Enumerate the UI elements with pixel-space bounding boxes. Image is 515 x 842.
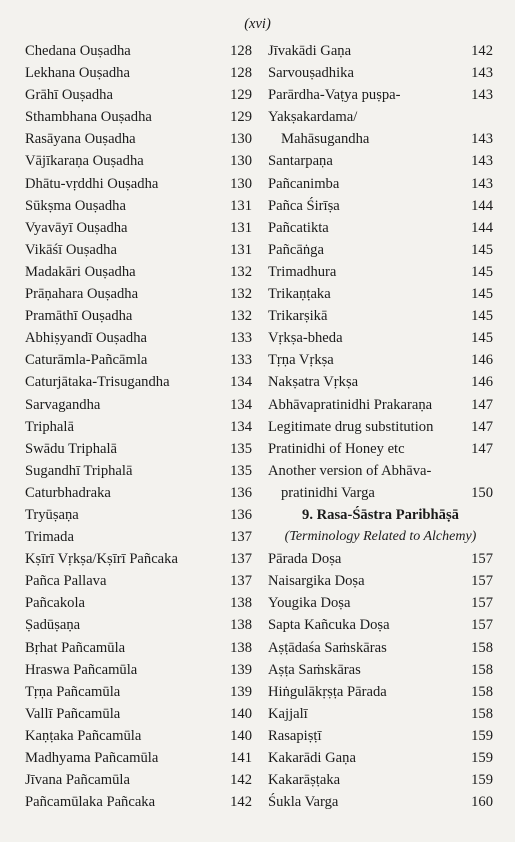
toc-entry-title: Santarpaṇa — [268, 153, 333, 170]
toc-entry — [25, 195, 252, 217]
toc-entry — [268, 305, 493, 327]
toc-entry — [268, 725, 493, 747]
toc-entry-title: Rasapiṣṭī — [268, 727, 322, 744]
toc-entry — [25, 548, 252, 570]
toc-entry-page: 158 — [471, 705, 493, 722]
toc-entry-page: 143 — [471, 175, 493, 192]
toc-entry-page: 159 — [471, 772, 493, 789]
toc-entry — [268, 62, 493, 84]
toc-entry-page: 158 — [471, 639, 493, 656]
toc-entry-title: Triphalā — [25, 418, 74, 435]
toc-entry-page: 143 — [471, 153, 493, 170]
toc-entry — [268, 349, 493, 371]
toc-left-column — [25, 40, 252, 813]
toc-entry — [25, 150, 252, 172]
toc-entry-title: Lekhana Ouṣadha — [25, 65, 130, 82]
toc-entry-title: Trikaṇṭaka — [268, 286, 331, 303]
toc-entry-title: Aṣṭādaśa Saṁskāras — [268, 639, 387, 656]
toc-entry-page: 134 — [230, 418, 252, 435]
toc-entry-title: Tṛṇa Vṛkṣa — [268, 352, 334, 369]
toc-entry — [25, 327, 252, 349]
toc-entry-page: 134 — [230, 374, 252, 391]
toc-entry — [268, 195, 493, 217]
section-heading: 9. Rasa-Śāstra Paribhāṣā — [302, 506, 459, 523]
toc-entry-title: Vikāśī Ouṣadha — [25, 241, 117, 258]
toc-entry-page: 131 — [230, 197, 252, 214]
toc-entry-page: 137 — [230, 551, 252, 568]
toc-entry-page: 128 — [230, 65, 252, 82]
toc-entry-page: 145 — [471, 286, 493, 303]
toc-entry — [268, 769, 493, 791]
toc-entry-title: Legitimate drug substitution — [268, 418, 434, 435]
toc-entry — [25, 438, 252, 460]
toc-entry-title: Kajjalī — [268, 705, 308, 722]
toc-entry — [268, 637, 493, 659]
toc-entry-page: 145 — [471, 241, 493, 258]
toc-entry-page: 142 — [230, 794, 252, 811]
toc-right-column — [268, 40, 493, 813]
toc-entry-title: Pañca Śirīṣa — [268, 197, 340, 214]
toc-entry-page: 144 — [471, 219, 493, 236]
toc-entry-page: 138 — [230, 595, 252, 612]
toc-entry-title: Pañcakola — [25, 595, 85, 612]
toc-entry — [268, 327, 493, 349]
toc-entry-title: Kaṇṭaka Pañcamūla — [25, 727, 142, 744]
toc-entry — [268, 791, 493, 813]
toc-entry — [25, 128, 252, 150]
toc-entry-page: 143 — [471, 65, 493, 82]
toc-entry — [268, 570, 493, 592]
toc-entry — [268, 261, 493, 283]
toc-entry-page: 141 — [230, 750, 252, 766]
toc-entry-title: Jīvakādi Gaṇa — [268, 43, 352, 59]
toc-entry-page: 135 — [230, 462, 252, 479]
toc-entry-page: 134 — [230, 396, 252, 413]
toc-entry-page: 140 — [230, 705, 252, 722]
section-subheading: (Terminology Related to Alchemy) — [284, 529, 477, 545]
toc-entry-page: 138 — [230, 639, 252, 656]
toc-entry-title: Rasāyana Ouṣadha — [25, 131, 136, 148]
toc-entry-page: 157 — [471, 617, 493, 634]
toc-entry-title: Pañcanimba — [268, 175, 340, 192]
toc-entry-title: Pratinidhi of Honey etc — [268, 440, 405, 457]
toc-entry-title: Parārdha-Vaṭya puṣpa- — [268, 87, 401, 104]
toc-entry-title: Caturjātaka-Trisugandha — [25, 374, 170, 391]
toc-entry-title: Sarvagandha — [25, 396, 101, 413]
toc-entry-title: Prāṇahara Ouṣadha — [25, 286, 139, 303]
toc-entry — [25, 570, 252, 592]
toc-entry-page: 130 — [230, 131, 252, 148]
toc-entry-title: Sūkṣma Ouṣadha — [25, 197, 126, 214]
toc-entry-title: Hiṅgulākṛṣṭa Pārada — [268, 683, 387, 700]
toc-entry — [25, 614, 252, 636]
toc-entry-page: 139 — [230, 661, 252, 678]
toc-entry — [268, 482, 493, 504]
toc-entry — [268, 106, 493, 128]
toc-entry-page: 158 — [471, 683, 493, 700]
toc-entry — [25, 637, 252, 659]
toc-entry-page: 132 — [230, 308, 252, 325]
toc-entry — [25, 659, 252, 681]
toc-entry — [25, 62, 252, 84]
toc-entry-page: 146 — [471, 352, 493, 369]
toc-entry — [268, 416, 493, 438]
toc-entry — [25, 283, 252, 305]
toc-entry — [268, 747, 493, 769]
toc-entry — [25, 769, 252, 791]
toc-entry — [25, 681, 252, 703]
toc-entry — [25, 725, 252, 747]
toc-entry-title: Ṣadūṣaṇa — [25, 617, 81, 634]
toc-entry-page: 137 — [230, 529, 252, 546]
toc-entry-page: 145 — [471, 263, 493, 280]
toc-entry — [268, 394, 493, 416]
toc-entry-page: 147 — [471, 396, 493, 413]
toc-entry-title: Swādu Triphalā — [25, 440, 118, 457]
toc-entry-title: Pañcatikta — [268, 219, 329, 236]
toc-entry-page: 137 — [230, 573, 252, 590]
toc-entry-page: 129 — [230, 87, 252, 104]
toc-entry-title: Kṣīrī Vṛkṣa/Kṣīrī Pañcaka — [25, 551, 178, 568]
toc-entry-page: 145 — [471, 330, 493, 347]
toc-entry-title: Tryūṣaṇa — [25, 506, 79, 523]
toc-entry-page: 142 — [230, 772, 252, 789]
toc-entry-page: 157 — [471, 573, 493, 590]
toc-entry-title: Kakarādi Gaṇa — [268, 750, 356, 766]
toc-entry-title: Sthambhana Ouṣadha — [25, 109, 152, 126]
toc-entry-page: 146 — [471, 374, 493, 391]
toc-entry-title: Pramāthī Ouṣadha — [25, 308, 133, 325]
toc-entry-page: 159 — [471, 727, 493, 744]
toc-entry-title: Pañca Pallava — [25, 573, 107, 590]
toc-entry — [268, 614, 493, 636]
toc-entry-page: 143 — [471, 87, 493, 104]
toc-entry-page: 128 — [230, 43, 252, 59]
toc-entry — [268, 659, 493, 681]
toc-entry-title: Nakṣatra Vṛkṣa — [268, 374, 359, 391]
toc-entry-title: Sapta Kañcuka Doṣa — [268, 617, 390, 634]
toc-entry-page: 159 — [471, 750, 493, 766]
toc-entry-title: Sarvouṣadhika — [268, 65, 354, 82]
toc-entry-title: Trikarṣikā — [268, 308, 328, 325]
toc-entry — [268, 371, 493, 393]
toc-entry — [268, 128, 493, 150]
toc-entry — [25, 416, 252, 438]
toc-entry-page: 145 — [471, 308, 493, 325]
toc-entry — [25, 460, 252, 482]
toc-entry-page: 131 — [230, 219, 252, 236]
toc-entry — [25, 747, 252, 769]
page-number: (xvi) — [244, 16, 271, 32]
toc-entry — [25, 84, 252, 106]
toc-entry-page: 132 — [230, 286, 252, 303]
toc-entry-page: 158 — [471, 661, 493, 678]
toc-entry — [268, 438, 493, 460]
toc-entry-page: 138 — [230, 617, 252, 634]
toc-entry-title: Yakṣakardama/ — [268, 109, 358, 126]
toc-entry-page: 130 — [230, 175, 252, 192]
toc-entry-title: Abhiṣyandī Ouṣadha — [25, 330, 148, 347]
toc-entry — [25, 482, 252, 504]
toc-entry-title: Caturbhadraka — [25, 484, 111, 501]
toc-entry-page: 147 — [471, 418, 493, 435]
toc-entry-title: Kakarāṣṭaka — [268, 772, 341, 789]
toc-entry — [25, 504, 252, 526]
toc-entry-title: Aṣṭa Saṁskāras — [268, 661, 361, 678]
toc-entry — [268, 283, 493, 305]
toc-entry-title: Madakāri Ouṣadha — [25, 263, 136, 280]
toc-entry-title: Pañcamūlaka Pañcaka — [25, 794, 156, 811]
toc-entry-title: Naisargika Doṣa — [268, 573, 365, 590]
toc-entry — [268, 84, 493, 106]
toc-entry — [25, 261, 252, 283]
toc-entry-title: Tṛṇa Pañcamūla — [25, 683, 121, 700]
toc-entry-title: Abhāvapratinidhi Prakaraṇa — [268, 396, 433, 413]
toc-entry-title: Trimada — [25, 529, 74, 546]
toc-entry-title: Madhyama Pañcamūla — [25, 750, 159, 766]
toc-entry — [25, 592, 252, 614]
toc-entry-title: Caturāmla-Pañcāmla — [25, 352, 148, 369]
toc-entry — [25, 106, 252, 128]
toc-entry — [25, 217, 252, 239]
toc-entry-page: 129 — [230, 109, 252, 126]
toc-entry-title: Vallī Pañcamūla — [25, 705, 121, 722]
toc-entry-title: Pañcāṅga — [268, 241, 324, 258]
toc-entry — [268, 239, 493, 261]
toc-entry-title: Chedana Ouṣadha — [25, 43, 131, 59]
toc-entry-page: 143 — [471, 131, 493, 148]
toc-entry-page: 133 — [230, 330, 252, 347]
toc-entry — [25, 703, 252, 725]
toc-entry — [25, 394, 252, 416]
toc-entry-page: 135 — [230, 440, 252, 457]
toc-entry-title: Sugandhī Triphalā — [25, 462, 133, 479]
toc-entry — [268, 150, 493, 172]
toc-entry-title: Hraswa Pañcamūla — [25, 661, 138, 678]
toc-entry-title: pratinidhi Varga — [281, 484, 375, 501]
toc-entry-page: 142 — [471, 43, 493, 59]
toc-entry-title: Trimadhura — [268, 263, 337, 280]
toc-entry-page: 157 — [471, 595, 493, 612]
toc-entry — [268, 40, 493, 62]
toc-entry-page: 136 — [230, 506, 252, 523]
toc-entry-page: 132 — [230, 263, 252, 280]
toc-entry-title: Another version of Abhāva- — [268, 462, 432, 479]
toc-entry-page: 130 — [230, 153, 252, 170]
toc-entry-page: 140 — [230, 727, 252, 744]
toc-entry — [25, 239, 252, 261]
toc-entry — [268, 173, 493, 195]
toc-entry — [25, 305, 252, 327]
toc-entry-page: 147 — [471, 440, 493, 457]
toc-entry-page: 144 — [471, 197, 493, 214]
toc-entry-page: 136 — [230, 484, 252, 501]
toc-entry-title: Bṛhat Pañcamūla — [25, 639, 126, 656]
toc-entry — [25, 40, 252, 62]
toc-entry-title: Jīvana Pañcamūla — [25, 772, 130, 789]
toc-entry-page: 150 — [471, 484, 493, 501]
toc-entry-title: Vyavāyī Ouṣadha — [25, 219, 128, 236]
toc-entry — [268, 592, 493, 614]
toc-entry-title: Dhātu-vṛddhi Ouṣadha — [25, 175, 159, 192]
toc-entry — [25, 526, 252, 548]
toc-entry-title: Vājīkaraṇa Ouṣadha — [25, 153, 144, 170]
toc-entry-title: Grāhī Ouṣadha — [25, 87, 113, 104]
toc-entry-title: Vṛkṣa-bheda — [268, 330, 343, 347]
toc-entry — [268, 460, 493, 482]
toc-entry — [25, 349, 252, 371]
toc-entry-title: Śukla Varga — [268, 794, 339, 811]
toc-entry-page: 160 — [471, 794, 493, 811]
toc-entry-title: Pārada Doṣa — [268, 551, 342, 568]
toc-entry — [268, 548, 493, 570]
toc-entry — [268, 681, 493, 703]
toc-entry — [25, 173, 252, 195]
toc-entry-page: 131 — [230, 241, 252, 258]
toc-entry — [25, 791, 252, 813]
toc-entry-page: 133 — [230, 352, 252, 369]
toc-entry — [268, 703, 493, 725]
toc-entry-title: Mahāsugandha — [281, 131, 370, 148]
toc-entry — [268, 217, 493, 239]
toc-entry-title: Yougika Doṣa — [268, 595, 351, 612]
toc-entry — [25, 371, 252, 393]
toc-entry-page: 157 — [471, 551, 493, 568]
toc-entry-page: 139 — [230, 683, 252, 700]
